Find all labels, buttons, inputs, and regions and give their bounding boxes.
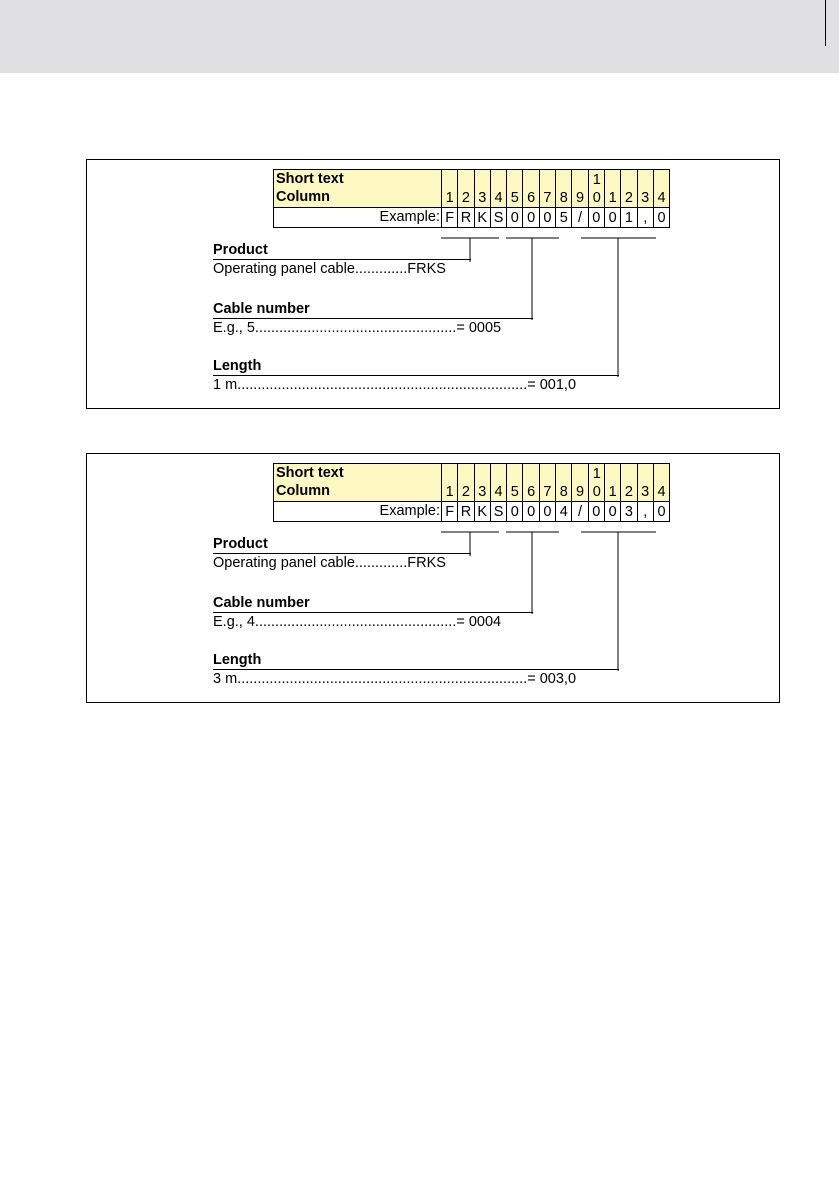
column-number: 1 — [604, 464, 620, 502]
example-label: Example: — [274, 208, 442, 228]
length-text: 1 m........................................................................= 001,0 — [213, 377, 577, 393]
example-char: 0 — [523, 208, 539, 228]
column-number: 9 — [572, 170, 588, 208]
example-char: 0 — [653, 208, 669, 228]
cable-number-title: Cable number — [213, 300, 533, 319]
type-code-diagram-2 — [86, 453, 780, 703]
example-char: , — [637, 502, 653, 522]
example-char: 4 — [556, 502, 572, 522]
product-section — [213, 535, 471, 572]
cable-number-text: E.g., 4..................................................= 0004 — [213, 614, 502, 630]
example-char: F — [442, 502, 458, 522]
example-char: 0 — [539, 208, 555, 228]
column-number: 1 0 — [588, 464, 604, 502]
example-char: 0 — [507, 502, 523, 522]
product-title: Product — [213, 241, 471, 260]
product-title: Product — [213, 535, 471, 554]
example-char: R — [458, 208, 474, 228]
example-char: 0 — [604, 502, 620, 522]
column-number: 1 — [604, 170, 620, 208]
column-number: 7 — [539, 170, 555, 208]
product-section — [213, 241, 471, 278]
page-header-band — [0, 0, 839, 73]
example-char: 0 — [653, 502, 669, 522]
example-char: / — [572, 502, 588, 522]
column-number: 8 — [556, 464, 572, 502]
column-number: 7 — [539, 464, 555, 502]
column-number: 4 — [653, 170, 669, 208]
length-section — [213, 651, 619, 688]
example-char: 5 — [556, 208, 572, 228]
column-number: 4 — [490, 464, 506, 502]
cable-number-title: Cable number — [213, 594, 533, 613]
cable-number-text: E.g., 5..................................................= 0005 — [213, 320, 502, 336]
short-text-label: Short text Column — [274, 464, 442, 502]
crop-mark — [803, 0, 826, 46]
length-title: Length — [213, 651, 619, 670]
column-number: 3 — [474, 464, 490, 502]
column-number: 3 — [474, 170, 490, 208]
column-number: 2 — [458, 464, 474, 502]
cable-number-section — [213, 594, 533, 631]
column-number: 6 — [523, 170, 539, 208]
example-char: , — [637, 208, 653, 228]
example-char: K — [474, 502, 490, 522]
example-char: S — [490, 502, 506, 522]
example-char: 0 — [604, 208, 620, 228]
example-char: S — [490, 208, 506, 228]
column-number: 6 — [523, 464, 539, 502]
column-number: 8 — [556, 170, 572, 208]
product-text: Operating panel cable.............FRKS — [213, 261, 446, 277]
example-label: Example: — [274, 502, 442, 522]
product-text: Operating panel cable.............FRKS — [213, 555, 446, 571]
column-number: 2 — [621, 464, 637, 502]
column-number: 2 — [458, 170, 474, 208]
column-number: 1 — [442, 464, 458, 502]
column-number: 1 — [442, 170, 458, 208]
short-text-label: Short text Column — [274, 170, 442, 208]
column-number: 5 — [507, 170, 523, 208]
example-char: 0 — [588, 208, 604, 228]
example-char: K — [474, 208, 490, 228]
column-number: 5 — [507, 464, 523, 502]
column-number: 3 — [637, 464, 653, 502]
example-char: 3 — [621, 502, 637, 522]
example-char: R — [458, 502, 474, 522]
length-title: Length — [213, 357, 619, 376]
column-number: 1 0 — [588, 170, 604, 208]
example-char: 0 — [588, 502, 604, 522]
column-number: 3 — [637, 170, 653, 208]
example-char: F — [442, 208, 458, 228]
column-number: 9 — [572, 464, 588, 502]
example-char: 0 — [523, 502, 539, 522]
column-number: 4 — [653, 464, 669, 502]
example-char: 0 — [507, 208, 523, 228]
length-section — [213, 357, 619, 394]
column-number: 4 — [490, 170, 506, 208]
example-char: 1 — [621, 208, 637, 228]
column-number: 2 — [621, 170, 637, 208]
cable-number-section — [213, 300, 533, 337]
example-char: 0 — [539, 502, 555, 522]
example-char: / — [572, 208, 588, 228]
length-text: 3 m........................................................................= 003,0 — [213, 671, 577, 687]
type-code-diagram-1 — [86, 159, 780, 409]
